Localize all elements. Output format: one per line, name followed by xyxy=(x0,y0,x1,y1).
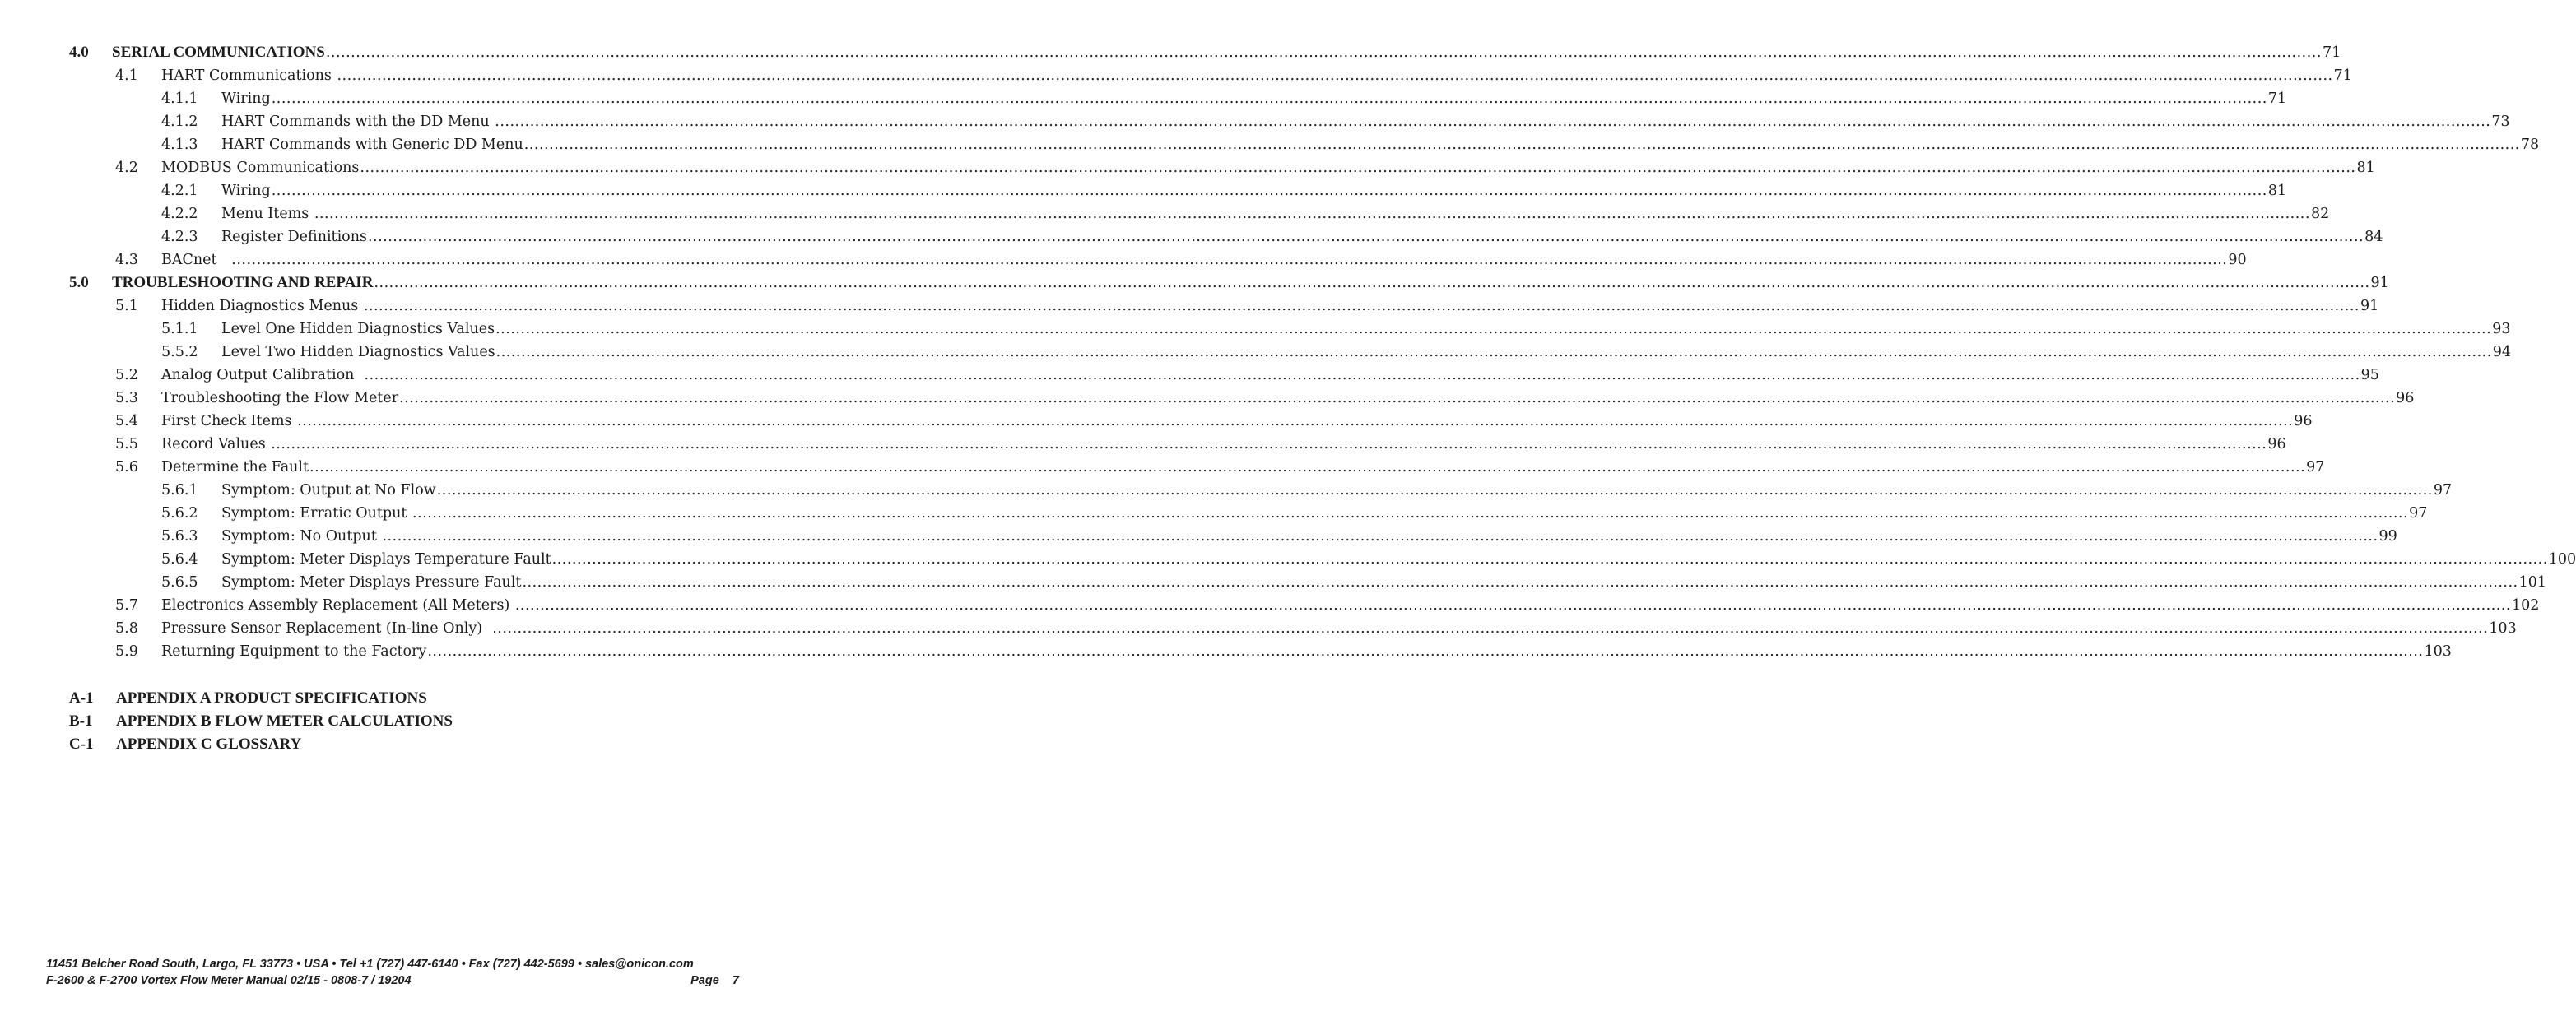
toc-entry xyxy=(0,271,2389,295)
toc-entry-number: 4.3 xyxy=(115,252,138,268)
toc-entry xyxy=(0,41,2341,64)
toc-entry-line xyxy=(161,295,2379,318)
toc-entry xyxy=(0,594,2540,617)
toc-entry-line xyxy=(221,225,2383,248)
toc-entry-line xyxy=(161,64,2352,87)
dot-leader: ................................................................................................................................................................................................................................................................................................................................................................................................................ xyxy=(495,321,2492,337)
toc-entry-line xyxy=(221,318,2511,341)
toc-entry-number: 5.5.2 xyxy=(161,344,198,360)
appendix-entry xyxy=(0,710,785,733)
dot-leader: ................................................................................................................................................................................................................................................................................................................................................................................................................ xyxy=(551,551,2548,568)
toc-entry-title: Hidden Diagnostics Menus xyxy=(161,298,363,314)
dot-leader: ................................................................................................................................................................................................................................................................................................................................................................................................................ xyxy=(436,482,2433,499)
toc-entry-number: 5.6.5 xyxy=(161,574,198,591)
dot-leader: ................................................................................................................................................................................................................................................................................................................................................................................................................ xyxy=(382,528,2378,545)
toc-entry-title: SERIAL COMMUNICATIONS xyxy=(112,44,325,61)
dot-leader: ................................................................................................................................................................................................................................................................................................................................................................................................................ xyxy=(231,252,2228,268)
toc-entry-page: 103 xyxy=(2489,620,2517,637)
toc-entry-page: 93 xyxy=(2492,321,2511,337)
toc-entry-page: 97 xyxy=(2433,482,2453,499)
toc-entry-title: Symptom: Erratic Output xyxy=(221,505,412,522)
dot-leader: ................................................................................................................................................................................................................................................................................................................................................................................................................ xyxy=(363,298,2360,314)
toc-entry-page: 103 xyxy=(2424,643,2452,660)
toc-entry-page: 99 xyxy=(2378,528,2397,545)
toc-entry-number: 5.4 xyxy=(115,413,138,429)
dot-leader: ................................................................................................................................................................................................................................................................................................................................................................................................................ xyxy=(367,229,2364,245)
dot-leader: ................................................................................................................................................................................................................................................................................................................................................................................................................ xyxy=(374,275,2370,291)
footer-address: 11451 Belcher Road South, Largo, FL 33773 • USA • Tel +1 (727) 447-6140 • Fax (727) 442-5699 • sales@onicon.com xyxy=(46,958,694,971)
toc-entry-line xyxy=(221,341,2512,364)
toc-entry-page: 81 xyxy=(2267,183,2287,199)
toc-entry-page: 94 xyxy=(2492,344,2512,360)
appendix-title: APPENDIX C GLOSSARY xyxy=(116,735,302,753)
toc-entry xyxy=(0,133,2540,156)
dot-leader: ................................................................................................................................................................................................................................................................................................................................................................................................................ xyxy=(399,390,2396,406)
toc-entry-number: 5.6 xyxy=(115,459,138,476)
toc-entry-line xyxy=(221,525,2397,548)
toc-entry-page: 91 xyxy=(2360,298,2379,314)
toc-entry xyxy=(0,225,2383,248)
toc-entry-number: 5.6.2 xyxy=(161,505,198,522)
toc-entry-title: Symptom: Output at No Flow xyxy=(221,482,436,499)
toc-entry-title: First Check Items xyxy=(161,413,297,429)
toc-entry-number: 4.2.2 xyxy=(161,206,198,222)
toc-entry-line xyxy=(161,433,2286,456)
toc-entry-title: Determine the Fault xyxy=(161,459,309,476)
toc-entry-number: 4.1 xyxy=(115,67,138,84)
toc-entry-page: 102 xyxy=(2511,597,2540,614)
toc-entry-line xyxy=(221,179,2287,202)
toc-entry-number: 5.9 xyxy=(115,643,138,660)
toc-entry-line xyxy=(161,387,2415,410)
toc-entry-number: 4.1.2 xyxy=(161,114,198,130)
toc-entry-line xyxy=(221,87,2287,110)
toc-entry-number: 5.6.3 xyxy=(161,528,198,545)
toc-entry xyxy=(0,179,2287,202)
dot-leader: ................................................................................................................................................................................................................................................................................................................................................................................................................ xyxy=(271,436,2267,452)
toc-entry xyxy=(0,87,2287,110)
toc-entry xyxy=(0,156,2375,179)
toc-entry-page: 82 xyxy=(2310,206,2330,222)
toc-entry-line xyxy=(161,156,2375,179)
toc-entry-page: 71 xyxy=(2267,90,2287,107)
toc-entry-page: 73 xyxy=(2491,114,2510,130)
toc-entry xyxy=(0,202,2330,225)
footer-address-line xyxy=(46,956,739,972)
toc-entry-line xyxy=(161,456,2325,479)
dot-leader: ................................................................................................................................................................................................................................................................................................................................................................................................................ xyxy=(522,574,2518,591)
toc-entry-number: 5.1.1 xyxy=(161,321,198,337)
toc-entry xyxy=(0,525,2397,548)
toc-entry-page: 95 xyxy=(2360,367,2379,383)
toc-entry-number: 5.6.4 xyxy=(161,551,198,568)
toc-entry-number: 5.1 xyxy=(115,298,138,314)
toc-entry xyxy=(0,502,2428,525)
toc-entry-number: 4.2.3 xyxy=(161,229,198,245)
footer-manual-title: F-2600 & F-2700 Vortex Flow Meter Manual 02/15 - 0808-7 / 19204 xyxy=(46,974,412,987)
dot-leader: ................................................................................................................................................................................................................................................................................................................................................................................................................ xyxy=(523,137,2520,153)
toc-entry-number: 5.6.1 xyxy=(161,482,198,499)
toc-entry-number: 5.5 xyxy=(115,436,138,452)
toc-entry-title: Symptom: Meter Displays Temperature Fault xyxy=(221,551,551,568)
toc-entry-title: Menu Items xyxy=(221,206,314,222)
toc-entry-title: MODBUS Communications xyxy=(161,160,360,176)
toc-entry-line xyxy=(161,364,2379,387)
appendix-entry xyxy=(0,687,785,710)
toc-entry-number: 4.2 xyxy=(115,160,138,176)
toc-entry xyxy=(0,548,2576,571)
toc-entry-number: 5.2 xyxy=(115,367,138,383)
toc-entry-line xyxy=(221,502,2428,525)
toc-entry-title: Symptom: No Output xyxy=(221,528,382,545)
toc-entry-title: Symptom: Meter Displays Pressure Fault xyxy=(221,574,522,591)
toc-entry xyxy=(0,64,2352,87)
toc-entry-title: HART Communications xyxy=(161,67,337,84)
toc-entry-line xyxy=(221,202,2330,225)
toc-entry xyxy=(0,364,2379,387)
dot-leader: ................................................................................................................................................................................................................................................................................................................................................................................................................ xyxy=(297,413,2294,429)
toc-entry xyxy=(0,456,2325,479)
toc-entry-page: 100 xyxy=(2548,551,2576,568)
toc-entry-title: Level One Hidden Diagnostics Values xyxy=(221,321,495,337)
toc-entry-line xyxy=(161,248,2247,271)
toc-entry-page: 97 xyxy=(2409,505,2428,522)
dot-leader: ................................................................................................................................................................................................................................................................................................................................................................................................................ xyxy=(325,44,2322,61)
footer-manual-line xyxy=(46,972,739,989)
appendix-number: A-1 xyxy=(69,689,94,707)
toc-entry xyxy=(0,110,2510,133)
toc-entry-line xyxy=(112,41,2341,64)
toc-entry-line xyxy=(221,571,2546,594)
dot-leader: ................................................................................................................................................................................................................................................................................................................................................................................................................ xyxy=(514,597,2511,614)
toc-entry xyxy=(0,640,2452,663)
toc-entry-page: 71 xyxy=(2333,67,2352,84)
toc-entry xyxy=(0,318,2511,341)
dot-leader: ................................................................................................................................................................................................................................................................................................................................................................................................................ xyxy=(495,344,2492,360)
appendix-number: B-1 xyxy=(69,712,93,730)
appendix-title: APPENDIX A PRODUCT SPECIFICATIONS xyxy=(116,689,427,707)
dot-leader: ................................................................................................................................................................................................................................................................................................................................................................................................................ xyxy=(492,620,2489,637)
dot-leader: ................................................................................................................................................................................................................................................................................................................................................................................................................ xyxy=(309,459,2306,476)
toc-entry-number: 5.0 xyxy=(69,274,89,291)
toc-entry-line xyxy=(161,410,2313,433)
toc-entry-number: 4.1.1 xyxy=(161,90,198,107)
dot-leader: ................................................................................................................................................................................................................................................................................................................................................................................................................ xyxy=(337,67,2333,84)
toc-entry-page: 101 xyxy=(2518,574,2546,591)
toc-entry xyxy=(0,433,2286,456)
page-number: Page 7 xyxy=(690,974,739,987)
toc-entry-page: 90 xyxy=(2228,252,2247,268)
toc-entry-page: 78 xyxy=(2520,137,2540,153)
dot-leader: ................................................................................................................................................................................................................................................................................................................................................................................................................ xyxy=(495,114,2491,130)
toc-entry-number: 5.7 xyxy=(115,597,138,614)
toc-entry xyxy=(0,571,2546,594)
dot-leader: ................................................................................................................................................................................................................................................................................................................................................................................................................ xyxy=(427,643,2424,660)
toc-entry xyxy=(0,410,2313,433)
toc-entry-page: 97 xyxy=(2306,459,2325,476)
toc-entry-number: 4.0 xyxy=(69,44,89,61)
toc-entry-line xyxy=(161,640,2452,663)
toc-entry-title: Troubleshooting the Flow Meter xyxy=(161,390,399,406)
toc-entry-title: TROUBLESHOOTING AND REPAIR xyxy=(112,274,374,291)
toc-entry xyxy=(0,479,2453,502)
toc-entry-title: Register Definitions xyxy=(221,229,367,245)
toc-entry-title: Wiring xyxy=(221,90,271,107)
toc-entry-line xyxy=(161,594,2540,617)
dot-leader: ................................................................................................................................................................................................................................................................................................................................................................................................................ xyxy=(412,505,2409,522)
dot-leader: ................................................................................................................................................................................................................................................................................................................................................................................................................ xyxy=(364,367,2360,383)
dot-leader: ................................................................................................................................................................................................................................................................................................................................................................................................................ xyxy=(314,206,2310,222)
dot-leader: ................................................................................................................................................................................................................................................................................................................................................................................................................ xyxy=(360,160,2356,176)
dot-leader: ................................................................................................................................................................................................................................................................................................................................................................................................................ xyxy=(271,90,2267,107)
toc-entry-page: 91 xyxy=(2370,275,2389,291)
toc-entry-line xyxy=(221,548,2576,571)
toc-entry-number: 4.2.1 xyxy=(161,183,198,199)
appendix-number: C-1 xyxy=(69,735,94,753)
toc-entry-title: Level Two Hidden Diagnostics Values xyxy=(221,344,495,360)
toc-entry-title: Analog Output Calibration xyxy=(161,367,364,383)
toc-entry-title: HART Commands with Generic DD Menu xyxy=(221,137,523,153)
toc-entry-title: Returning Equipment to the Factory xyxy=(161,643,427,660)
toc-entry-line xyxy=(221,133,2540,156)
toc-entry xyxy=(0,248,2247,271)
toc-entry-line xyxy=(221,110,2510,133)
toc-entry-number: 5.8 xyxy=(115,620,138,637)
toc-entry xyxy=(0,295,2379,318)
appendix-title: APPENDIX B FLOW METER CALCULATIONS xyxy=(116,712,453,730)
toc-entry-title: Pressure Sensor Replacement (In-line Only) xyxy=(161,620,492,637)
toc-entry-page: 96 xyxy=(2267,436,2286,452)
toc-entry-page: 81 xyxy=(2356,160,2375,176)
toc-entry-page: 84 xyxy=(2364,229,2383,245)
toc-entry-title: Record Values xyxy=(161,436,271,452)
toc-entry-line xyxy=(221,479,2453,502)
toc-entry-number: 5.3 xyxy=(115,390,138,406)
toc-entry-page: 96 xyxy=(2294,413,2313,429)
toc-entry xyxy=(0,617,2517,640)
toc-entry xyxy=(0,341,2512,364)
toc-entry-line xyxy=(161,617,2517,640)
toc-entry-line xyxy=(112,271,2389,295)
toc-entry-page: 96 xyxy=(2396,390,2415,406)
toc-entry-page: 71 xyxy=(2322,44,2341,61)
dot-leader: ................................................................................................................................................................................................................................................................................................................................................................................................................ xyxy=(271,183,2267,199)
toc-entry-title: Wiring xyxy=(221,183,271,199)
toc-entry-number: 4.1.3 xyxy=(161,137,198,153)
toc-entry xyxy=(0,387,2415,410)
toc-entry-title: BACnet xyxy=(161,252,231,268)
toc-entry-title: HART Commands with the DD Menu xyxy=(221,114,495,130)
appendix-entry xyxy=(0,733,785,756)
toc-entry-title: Electronics Assembly Replacement (All Meters) xyxy=(161,597,514,614)
